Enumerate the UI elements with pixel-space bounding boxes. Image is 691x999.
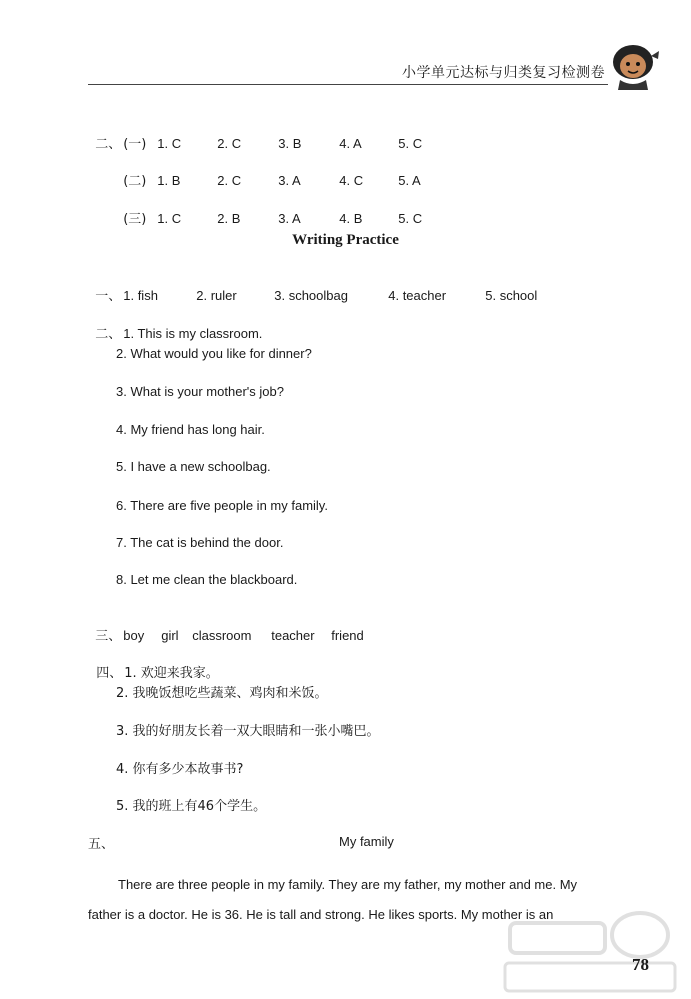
answer: 3. A bbox=[278, 211, 301, 226]
word: classroom bbox=[192, 628, 252, 643]
answer: 5. A bbox=[398, 173, 421, 188]
sentence: 1. This is my classroom. bbox=[123, 326, 263, 341]
translation: 1. 欢迎来我家。 bbox=[124, 666, 219, 681]
book-title: 小学单元达标与归类复习检测卷 bbox=[402, 65, 605, 81]
section-label: 二、 bbox=[95, 137, 122, 152]
choice-row-1 bbox=[88, 117, 422, 154]
section-label: 二、 bbox=[95, 327, 122, 342]
answer: 4. B bbox=[339, 211, 363, 226]
page-number: 78 bbox=[632, 955, 649, 974]
answer: 1. fish bbox=[123, 288, 158, 303]
essay-title: My family bbox=[339, 834, 394, 849]
word: boy bbox=[123, 628, 145, 643]
watermark-logo-icon bbox=[500, 905, 685, 995]
answer: 4. A bbox=[339, 136, 362, 151]
cartoon-girl-icon bbox=[606, 42, 664, 90]
choice-row-2 bbox=[116, 154, 421, 191]
answer: 2. C bbox=[217, 136, 242, 151]
essay-line: There are three people in my family. They are my father, my mother and me. My bbox=[118, 877, 578, 892]
header-rule bbox=[88, 84, 608, 85]
wp2-item: 5. I have a new schoolbag. bbox=[116, 459, 271, 474]
answer: 2. B bbox=[217, 211, 241, 226]
section-label: 三、 bbox=[95, 629, 122, 644]
answer: 1. C bbox=[157, 211, 182, 226]
answer: 2. ruler bbox=[196, 288, 237, 303]
essay-line: father is a doctor. He is 36. He is tall and strong. He likes sports. My mother is an bbox=[88, 907, 554, 922]
answer: 5. school bbox=[485, 288, 538, 303]
answer: 3. schoolbag bbox=[274, 288, 348, 303]
wp4-item: 2. 我晚饭想吃些蔬菜、鸡肉和米饭。 bbox=[116, 686, 328, 701]
section-label: 一、 bbox=[95, 289, 122, 304]
answer: 2. C bbox=[217, 173, 242, 188]
wp2-item: 4. My friend has long hair. bbox=[116, 422, 265, 437]
part-label: (一) bbox=[123, 137, 147, 152]
wp2-item: 8. Let me clean the blackboard. bbox=[116, 572, 298, 587]
word: friend bbox=[331, 628, 364, 643]
wp2-item: 6. There are five people in my family. bbox=[116, 498, 328, 513]
choice-row-3 bbox=[116, 192, 422, 229]
word: teacher bbox=[271, 628, 315, 643]
answer: 3. B bbox=[278, 136, 302, 151]
section-label: 四、 bbox=[96, 666, 123, 681]
answer: 5. C bbox=[398, 211, 423, 226]
answer: 1. C bbox=[157, 136, 182, 151]
answer: 4. teacher bbox=[388, 288, 447, 303]
wp2-item: 3. What is your mother's job? bbox=[116, 384, 284, 399]
answer: 3. A bbox=[278, 173, 301, 188]
answer: 4. C bbox=[339, 173, 364, 188]
wp1-row bbox=[88, 269, 537, 306]
answer: 1. B bbox=[157, 173, 181, 188]
wp4-item: 4. 你有多少本故事书? bbox=[116, 762, 244, 777]
wp4-item: 3. 我的好朋友长着一双大眼睛和一张小嘴巴。 bbox=[116, 724, 380, 739]
section-heading: Writing Practice bbox=[292, 232, 399, 248]
section-label: 五、 bbox=[88, 837, 115, 852]
answer: 5. C bbox=[398, 136, 423, 151]
wp4-item bbox=[88, 647, 219, 683]
word: girl bbox=[161, 628, 179, 643]
part-label: (三) bbox=[123, 212, 147, 227]
wp2-item: 2. What would you like for dinner? bbox=[116, 346, 312, 361]
part-label: (二) bbox=[123, 174, 147, 189]
wp2-item bbox=[88, 307, 262, 344]
wp3-row bbox=[88, 609, 364, 646]
wp4-item: 5. 我的班上有46个学生。 bbox=[116, 799, 267, 814]
wp2-item: 7. The cat is behind the door. bbox=[116, 535, 284, 550]
